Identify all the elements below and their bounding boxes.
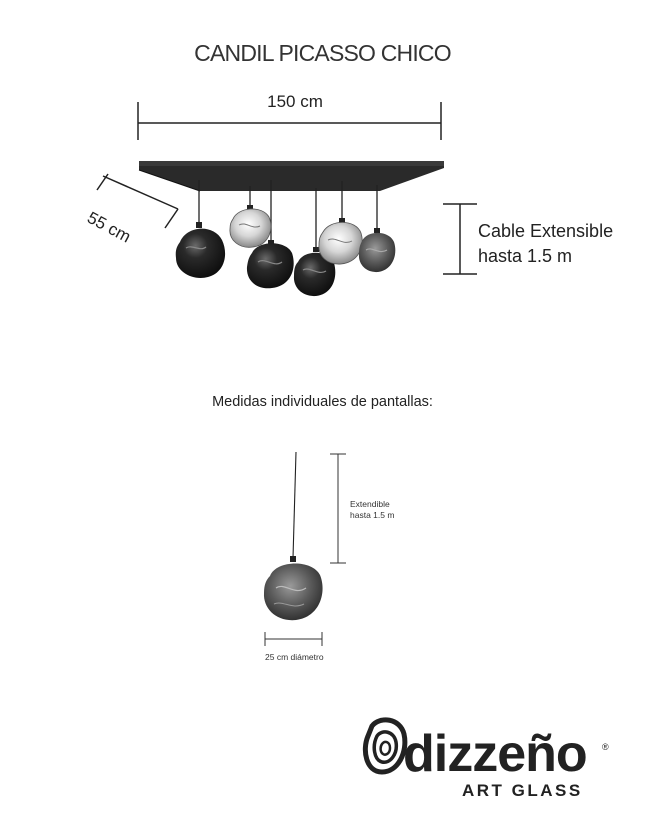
pendant-smoke-4 — [359, 228, 395, 272]
depth-label: 55 cm — [84, 208, 134, 247]
cable-label-line2: hasta 1.5 m — [478, 246, 573, 266]
registered-mark: ® — [602, 742, 609, 752]
individual-diameter-dimension — [265, 632, 322, 646]
brand-tagline: ART GLASS — [462, 781, 583, 800]
individual-extend-dimension — [330, 454, 346, 563]
individual-diameter-label: 25 cm diámetro — [265, 652, 324, 662]
individual-extend-line1: Extendible — [350, 499, 390, 509]
product-title: CANDIL PICASSO CHICO — [194, 40, 451, 66]
pendant-smoke-1 — [176, 222, 225, 278]
cable-dimension-line — [443, 204, 477, 274]
canopy — [139, 161, 444, 191]
cable-label-line1: Cable Extensible — [478, 221, 614, 241]
individual-heading: Medidas individuales de pantallas: — [212, 394, 433, 410]
pendant-clear-2 — [319, 218, 362, 264]
brand-name: dizzeño — [403, 725, 587, 783]
individual-pendant — [264, 452, 323, 620]
individual-extend-line2: hasta 1.5 m — [350, 510, 395, 520]
cable-label — [478, 219, 613, 269]
pendant-clear-1 — [230, 205, 271, 247]
brand-logo-icon — [365, 720, 405, 772]
individual-extend-label — [350, 499, 394, 521]
width-label: 150 cm — [267, 92, 323, 111]
